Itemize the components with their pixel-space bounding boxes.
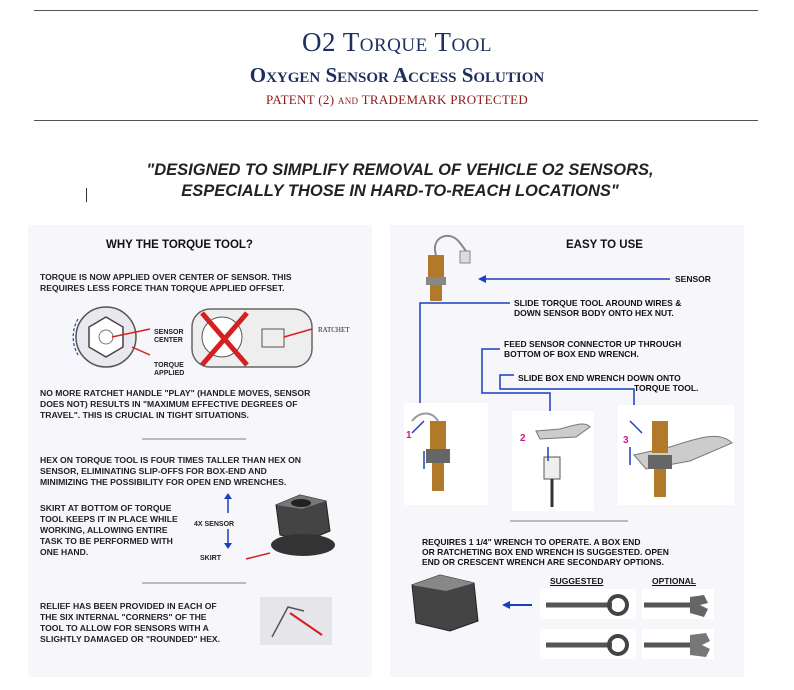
sensor-center-label-line: CENTER [154, 337, 183, 344]
why-para-5 [40, 601, 220, 645]
torque-applied-label-line: APPLIED [154, 370, 185, 377]
sensor-hex [426, 277, 446, 285]
why-para-4-line: TOOL KEEPS IT IN PLACE WHILE [40, 514, 178, 524]
why-para-3-line: MINIMIZING THE POSSIBILITY FOR OPEN END WRENCHES. [40, 477, 287, 487]
top-rule [34, 10, 758, 11]
section-divider [142, 582, 246, 584]
relief-detail-bg [260, 597, 332, 645]
step1-line: DOWN SENSOR BODY ONTO HEX NUT. [514, 308, 674, 318]
why-para-3-line: HEX ON TORQUE TOOL IS FOUR TIMES TALLER THAN HEX ON [40, 455, 302, 465]
why-panel [28, 225, 372, 677]
suggested-label: SUGGESTED [550, 576, 604, 586]
step2-line: BOTTOM OF BOX END WRENCH. [504, 349, 639, 359]
step1-connector [420, 303, 510, 405]
skirt-label: SKIRT [200, 555, 221, 562]
step3-line: SLIDE BOX END WRENCH DOWN ONTO [518, 373, 681, 383]
height-arrow-down-head [224, 543, 232, 549]
sensor-center-dot [99, 330, 113, 344]
sensor-center-label [154, 329, 184, 345]
step3-sensor-body [652, 421, 668, 453]
requirement-line: OR RATCHETING BOX END WRENCH IS SUGGESTED. OPEN [422, 547, 669, 557]
step2-connector [544, 457, 560, 479]
step1-sensor-tip [432, 463, 444, 491]
skirt-pointer [246, 553, 270, 559]
torque-applied-pointer [132, 347, 150, 355]
step1-tool [426, 449, 450, 463]
step1-line: SLIDE TORQUE TOOL AROUND WIRES & [514, 298, 682, 308]
sensor-connector [460, 251, 470, 263]
torque-applied-label-line: TORQUE [154, 362, 184, 369]
sensor-body [428, 255, 444, 277]
ratchet-label: RATCHET [318, 326, 350, 334]
tagline-quote [90, 160, 710, 202]
height-arrow-up-head [224, 493, 232, 499]
why-para-1-line: REQUIRES LESS FORCE THAN TORQUE APPLIED OFFSET. [40, 283, 285, 293]
four-x-sensor-label: 4X SENSOR [194, 521, 235, 528]
step3-sensor-tip [654, 469, 666, 497]
why-para-3 [40, 455, 301, 488]
step3-instruction [518, 373, 698, 393]
requirement-line: END OR CRESCENT WRENCH ARE SECONDARY OPTIONS. [422, 557, 664, 567]
why-heading: WHY THE TORQUE TOOL? [106, 239, 253, 251]
why-para-2-line: NO MORE RATCHET HANDLE "PLAY" (HANDLE MOVES, SENSOR [40, 388, 311, 398]
why-para-3-line: SENSOR, ELIMINATING SLIP-OFFS FOR BOX-END AND [40, 466, 267, 476]
sensor-center-label-line: SENSOR [154, 329, 184, 336]
why-para-4-line: SKIRT AT BOTTOM OF TORQUE [40, 503, 172, 513]
step2-instruction [504, 339, 681, 359]
why-para-4-line: WORKING, ALLOWING ENTIRE [40, 525, 168, 535]
wrench-requirement [422, 537, 669, 567]
section-divider [142, 438, 246, 440]
why-para-2 [40, 388, 310, 421]
why-para-2-line: TRAVEL". THIS IS CRUCIAL IN TIGHT SITUATIONS. [40, 410, 249, 420]
step-number-1: 1 [406, 430, 412, 441]
easy-panel [390, 225, 744, 677]
patent-notice: PATENT (2) and TRADEMARK PROTECTED [265, 92, 529, 107]
why-para-5-line: TOOL TO ALLOW FOR SENSORS WITH A [40, 623, 209, 633]
why-para-4-line: ONE HAND. [40, 547, 89, 557]
why-para-5-line: THE SIX INTERNAL "CORNERS" OF THE [40, 612, 207, 622]
why-para-4-line: TASK TO BE PERFORMED WITH [40, 536, 173, 546]
why-para-5-line: SLIGHTLY DAMAGED OR "ROUNDED" HEX. [40, 634, 221, 644]
step-number-2: 2 [520, 433, 526, 444]
why-para-1 [40, 272, 292, 294]
text-cursor-mark [86, 188, 87, 202]
tool-skirt [271, 534, 335, 556]
tagline-line-2: ESPECIALLY THOSE IN HARD-TO-REACH LOCATIONS" [181, 182, 619, 200]
optional-label: OPTIONAL [652, 576, 696, 586]
easy-heading: EASY TO USE [566, 239, 643, 251]
page-title: O2 Torque Tool [302, 27, 492, 57]
torque-comparison-diagram [72, 299, 342, 379]
step1-instruction [514, 298, 681, 318]
why-para-1-line: TORQUE IS NOW APPLIED OVER CENTER OF SENSOR. THIS [40, 272, 292, 282]
step3-line: TORQUE TOOL. [634, 383, 699, 393]
tool-bore [291, 499, 311, 507]
why-para-5-line: RELIEF HAS BEEN PROVIDED IN EACH OF [40, 601, 217, 611]
requirement-line: REQUIRES 1 1/4" WRENCH TO OPERATE. A BOX END [422, 537, 641, 547]
header-bottom-rule [34, 120, 758, 121]
step3-tool [648, 455, 672, 469]
sensor-pointer-head [478, 275, 486, 283]
tagline-line-1: "DESIGNED TO SIMPLIFY REMOVAL OF VEHICLE O2 SENSORS, [146, 161, 654, 179]
sensor-label: SENSOR [675, 274, 711, 284]
relief-corner-detail [260, 597, 332, 645]
step1-sensor-body [430, 421, 446, 449]
torque-applied-label [154, 362, 184, 378]
wrench-to-tool-arrow-head [502, 601, 510, 609]
page-subtitle: Oxygen Sensor Access Solution [249, 63, 545, 87]
step2-line: FEED SENSOR CONNECTOR UP THROUGH [504, 339, 682, 349]
easy-diagram [390, 225, 744, 677]
step-number-3: 3 [623, 435, 629, 446]
sensor-tip [430, 285, 442, 301]
why-para-2-line: DOES NOT) RESULTS IN "MAXIMUM EFFECTIVE DEGREES OF [40, 399, 298, 409]
why-para-4 [40, 503, 178, 558]
